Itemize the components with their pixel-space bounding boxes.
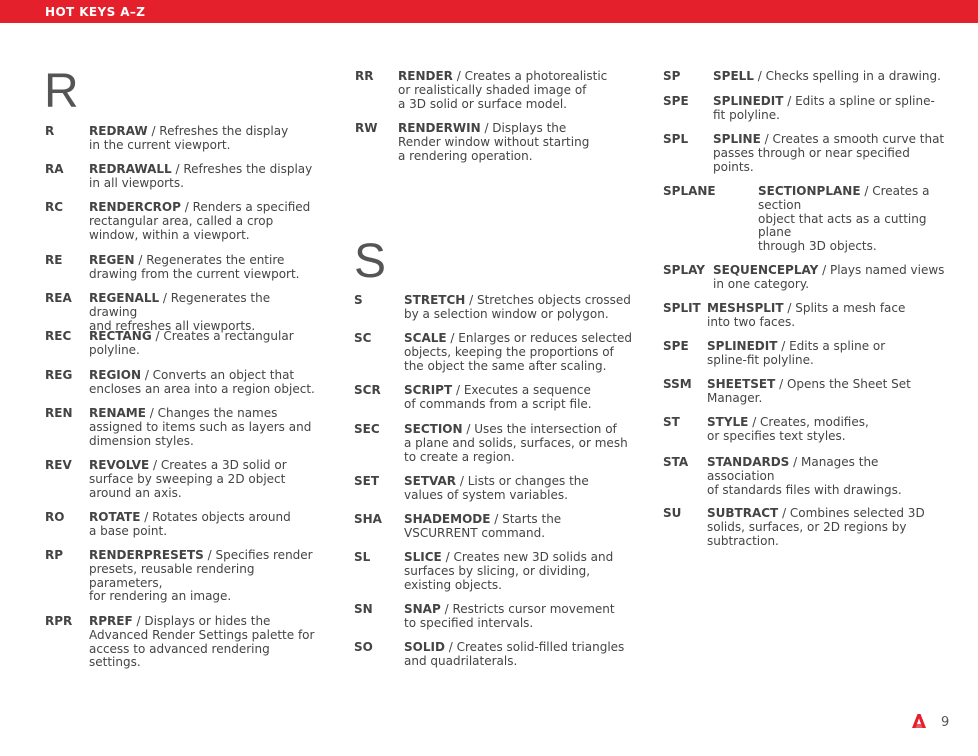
hotkey-description [89, 459, 319, 500]
hotkey-key: ST [663, 415, 680, 429]
hotkey-description [713, 70, 977, 84]
hotkey-description [404, 551, 634, 592]
hotkey-description-text: / Converts an object that encloses an area into a region object. [89, 368, 315, 396]
hotkey-description-text: / Splits a mesh face into two faces. [707, 301, 906, 329]
hotkey-description-text: / Creates solid-filled triangles and quadrilaterals. [404, 640, 625, 668]
hotkey-command: SHADEMODE [404, 512, 491, 526]
hotkey-command: RECTANG [89, 329, 152, 343]
hotkey-command: SOLID [404, 640, 445, 654]
hotkey-description [89, 407, 319, 448]
hotkey-command: SECTION [404, 422, 463, 436]
hotkey-command: REVOLVE [89, 458, 150, 472]
hotkey-description-text: / Displays the Render window without starting a rendering operation. [398, 121, 590, 163]
hotkey-description-text: / Checks spelling in a drawing. [753, 69, 941, 83]
hotkey-command: RENDERWIN [398, 121, 481, 135]
hotkey-command: STANDARDS [707, 455, 790, 469]
hotkey-command: RPREF [89, 614, 133, 628]
hotkey-key: SET [354, 474, 380, 488]
hotkey-command: SPLINEDIT [707, 339, 778, 353]
hotkey-command: RENAME [89, 406, 146, 420]
hotkey-description [398, 122, 628, 163]
hotkey-command: SETVAR [404, 474, 457, 488]
hotkey-command: MESHSPLIT [707, 301, 784, 315]
hotkey-description [89, 292, 319, 333]
hotkey-key: SU [663, 506, 682, 520]
hotkey-key: SPE [663, 94, 689, 108]
hotkey-key: REN [45, 406, 73, 420]
hotkey-description [707, 340, 977, 368]
hotkey-command: REGENALL [89, 291, 160, 305]
hotkey-description-text: / Rotates objects around a base point. [89, 510, 291, 538]
hotkey-description [89, 615, 319, 670]
hotkey-description-text: / Stretches objects crossed by a selection window or polygon. [404, 293, 631, 321]
hotkey-description [404, 641, 634, 669]
hotkey-description [713, 264, 977, 292]
hotkey-description [707, 416, 977, 444]
hotkey-description [707, 378, 977, 406]
hotkey-description-text: / Enlarges or reduces selected objects, keeping the proportions of the object the same after scaling. [404, 331, 632, 373]
hotkey-command: SCRIPT [404, 383, 453, 397]
hotkey-description-text: / Plays named views in one category. [713, 263, 945, 291]
hotkey-key: RO [45, 510, 65, 524]
hotkey-description-text: / Executes a sequence of commands from a script file. [404, 383, 592, 411]
hotkey-command: RENDERCROP [89, 200, 181, 214]
hotkey-description-text: / Creates a 3D solid or surface by sweeping a 2D object around an axis. [89, 458, 287, 500]
hotkey-key: RC [45, 200, 64, 214]
hotkey-description-text: / Regenerates the entire drawing from the current viewport. [89, 253, 300, 281]
hotkey-description [89, 549, 319, 604]
hotkey-key: SL [354, 550, 371, 564]
hotkey-description-text: / Opens the Sheet Set Manager. [707, 377, 911, 405]
hotkey-command: SECTIONPLANE [758, 184, 861, 198]
hotkey-description-text: / Starts the VSCURRENT command. [404, 512, 562, 540]
hotkey-command: RENDERPRESETS [89, 548, 204, 562]
hotkey-description [89, 201, 319, 242]
hotkey-key: SC [354, 331, 372, 345]
hotkey-description-text: / Manages the association of standards files with drawings. [707, 455, 902, 497]
hotkey-description [89, 125, 319, 153]
hotkey-key: SEC [354, 422, 380, 436]
hotkey-key: SHA [354, 512, 382, 526]
hotkey-description [89, 254, 319, 282]
autodesk-a-logo-icon [911, 713, 927, 729]
hotkey-key: RPR [45, 614, 73, 628]
hotkey-description [404, 475, 634, 503]
hotkey-description-text: / Regenerates the drawing and refreshes all viewports. [89, 291, 271, 333]
hotkey-key: REG [45, 368, 73, 382]
hotkey-description [713, 133, 977, 174]
hotkey-description-text: / Creates a section object that acts as a cutting plane through 3D objects. [758, 184, 930, 254]
hotkey-command: REGEN [89, 253, 135, 267]
hotkey-key: SO [354, 640, 373, 654]
hotkey-description-text: / Uses the intersection of a plane and solids, surfaces, or mesh to create a region. [404, 422, 628, 464]
hotkey-key: SCR [354, 383, 381, 397]
hotkey-command: SPELL [713, 69, 754, 83]
hotkey-key: RP [45, 548, 64, 562]
hotkey-description-text: / Edits a spline or spline- fit polyline. [713, 94, 935, 122]
hotkey-key: S [354, 293, 363, 307]
hotkey-command: SHEETSET [707, 377, 776, 391]
hotkey-description-text: / Edits a spline or spline-fit polyline. [707, 339, 886, 367]
hotkey-key: RE [45, 253, 63, 267]
section-letter-s: S [354, 235, 387, 288]
hotkey-description [707, 456, 977, 497]
hotkey-description [713, 95, 977, 123]
hotkey-description [89, 511, 319, 539]
hotkey-key: SN [354, 602, 373, 616]
hotkey-key: SPLAY [663, 263, 705, 277]
hotkey-key: SP [663, 69, 681, 83]
hotkey-key: SPLANE [663, 184, 716, 198]
hotkey-description [404, 294, 634, 322]
header-title: HOT KEYS A–Z [45, 5, 146, 19]
hotkey-command: SEQUENCEPLAY [713, 263, 819, 277]
hotkey-description [89, 163, 319, 191]
hotkey-description-text: / Creates a smooth curve that passes through or near specified points. [713, 132, 945, 174]
hotkey-description-text: / Displays or hides the Advanced Render Settings palette for access to advanced rendering settings. [89, 614, 315, 670]
hotkey-command: RENDER [398, 69, 453, 83]
hotkey-description-text: / Renders a specified rectangular area, called a crop window, within a viewport. [89, 200, 311, 242]
page-number: 9 [941, 715, 950, 730]
hotkey-description-text: / Creates new 3D solids and surfaces by slicing, or dividing, existing objects. [404, 550, 614, 592]
hotkey-command: REDRAW [89, 124, 148, 138]
hotkey-command: SPLINE [713, 132, 761, 146]
hotkey-description [404, 513, 634, 541]
hotkey-description [89, 369, 319, 397]
hotkey-description [758, 185, 977, 254]
hotkey-description [404, 423, 634, 464]
hotkey-key: RA [45, 162, 64, 176]
hotkey-description [707, 507, 977, 548]
hotkey-description-text: / Changes the names assigned to items such as layers and dimension styles. [89, 406, 312, 448]
hotkey-description-text: / Creates a rectangular polyline. [89, 329, 294, 357]
hotkey-command: REDRAWALL [89, 162, 172, 176]
hotkey-description-text: / Creates a photorealistic or realistically shaded image of a 3D solid or surface model. [398, 69, 608, 111]
hotkey-command: STYLE [707, 415, 749, 429]
hotkey-description [404, 603, 634, 631]
hotkey-description-text: / Refreshes the display in the current viewport. [89, 124, 289, 152]
hotkey-key: STA [663, 455, 689, 469]
hotkey-description [404, 332, 634, 373]
hotkey-command: STRETCH [404, 293, 466, 307]
hotkey-key: SPE [663, 339, 689, 353]
hotkey-description-text: / Restricts cursor movement to specified intervals. [404, 602, 615, 630]
hotkey-key: RR [355, 69, 374, 83]
hotkey-description-text: / Specifies render presets, reusable rendering parameters, for rendering an image. [89, 548, 313, 604]
hotkey-key: RW [355, 121, 378, 135]
hotkey-command: SNAP [404, 602, 441, 616]
section-letter-r: R [44, 65, 79, 118]
hotkey-description-text: / Combines selected 3D solids, surfaces, or 2D regions by subtraction. [707, 506, 925, 548]
hotkey-key: SPLIT [663, 301, 701, 315]
hotkey-key: REA [45, 291, 72, 305]
hotkey-command: REGION [89, 368, 141, 382]
hotkey-command: SUBTRACT [707, 506, 779, 520]
hotkey-description [404, 384, 634, 412]
hotkey-description [707, 302, 977, 330]
hotkey-command: SCALE [404, 331, 447, 345]
hotkey-key: SSM [663, 377, 692, 391]
hotkey-description-text: / Refreshes the display in all viewports. [89, 162, 313, 190]
hotkey-description [89, 330, 319, 358]
hotkey-key: R [45, 124, 55, 138]
hotkey-description [398, 70, 628, 111]
hotkey-description-text: / Lists or changes the values of system variables. [404, 474, 589, 502]
hotkey-key: REC [45, 329, 72, 343]
hotkey-command: SLICE [404, 550, 442, 564]
hotkey-key: REV [45, 458, 72, 472]
hotkey-description-text: / Creates, modifies, or specifies text styles. [707, 415, 869, 443]
hotkey-command: SPLINEDIT [713, 94, 784, 108]
header-bar [0, 0, 978, 23]
hotkey-command: ROTATE [89, 510, 141, 524]
hotkey-key: SPL [663, 132, 689, 146]
